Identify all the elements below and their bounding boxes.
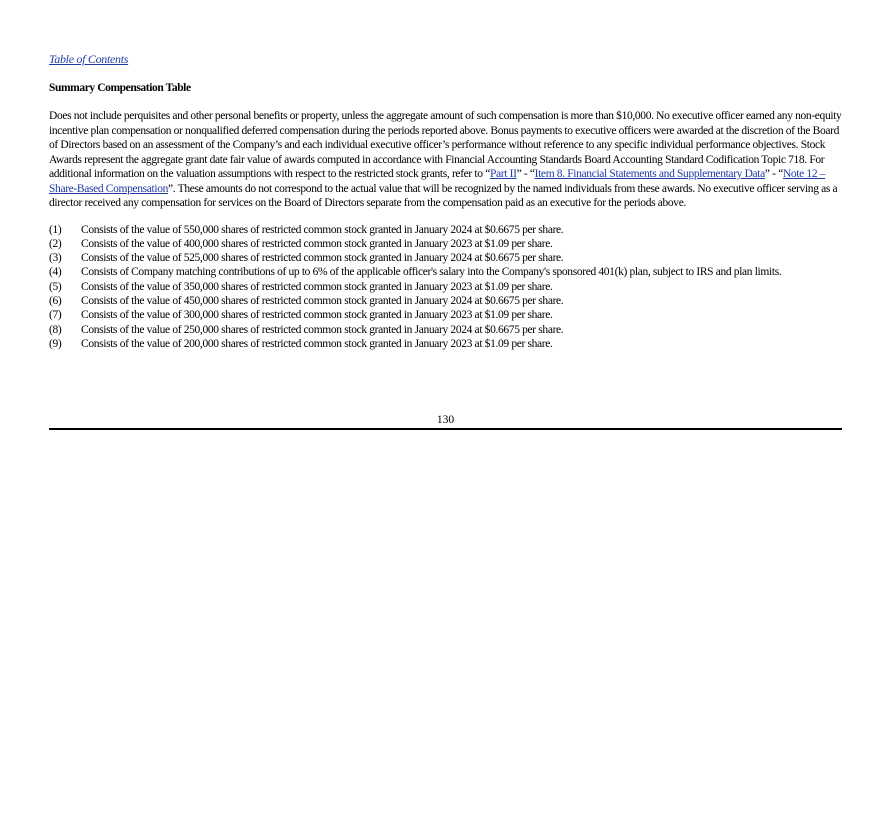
footnote-number: (2) — [49, 237, 62, 250]
footnote-2 — [49, 237, 842, 251]
paragraph-text-2: ”. These amounts do not correspond to the actual value that will be recognized by the named individuals from these awards. No executive officer serving as a director received any compensation for services on the Board of Directors separate from the compensation paid as an executive for the periods above. — [49, 182, 838, 209]
footnote-9 — [49, 337, 842, 351]
footnote-text: Consists of the value of 250,000 shares of restricted common stock granted in January 2024 at $0.6675 per share. — [81, 323, 564, 336]
note-12-link[interactable]: Note 12 – Share-Based Compensation — [49, 168, 826, 195]
section-title: Summary Compensation Table — [49, 82, 191, 94]
footnote-number: (4) — [49, 266, 62, 279]
footnote-number: (1) — [49, 223, 62, 236]
footnote-text: Consists of the value of 525,000 shares of restricted common stock granted in January 2024 at $0.6675 per share. — [81, 252, 564, 265]
footnote-1 — [49, 223, 842, 237]
item-8-link[interactable]: Item 8. Financial Statements and Supplementary Data — [534, 168, 765, 180]
footnote-text: Consists of the value of 350,000 shares of restricted common stock granted in January 2023 at $1.09 per share. — [81, 280, 553, 293]
footnote-4 — [49, 265, 842, 279]
footnote-number: (8) — [49, 323, 62, 336]
footnote-text: Consists of the value of 400,000 shares of restricted common stock granted in January 2023 at $1.09 per share. — [81, 237, 553, 250]
paragraph-separator-2: ” - “ — [764, 168, 783, 180]
footnote-text: Consists of the value of 200,000 shares of restricted common stock granted in January 2023 at $1.09 per share. — [81, 337, 553, 350]
footnote-text: Consists of the value of 550,000 shares of restricted common stock granted in January 2024 at $0.6675 per share. — [81, 223, 564, 236]
part-ii-link[interactable]: Part II — [489, 168, 517, 180]
page-footer — [49, 413, 842, 430]
document-page — [49, 52, 842, 351]
footnote-number: (9) — [49, 337, 62, 350]
footnote-text: Consists of the value of 300,000 shares of restricted common stock granted in January 2023 at $1.09 per share. — [81, 309, 553, 322]
footnote-5 — [49, 280, 842, 294]
footnote-number: (3) — [49, 252, 62, 265]
paragraph-separator-1: ” - “ — [516, 168, 535, 180]
footnote-8 — [49, 323, 842, 337]
footnote-6 — [49, 294, 842, 308]
footer-divider — [49, 428, 842, 430]
table-of-contents-link[interactable]: Table of Contents — [49, 52, 129, 66]
footnote-7 — [49, 308, 842, 322]
footnote-number: (6) — [49, 294, 62, 307]
footnote-text: Consists of the value of 450,000 shares of restricted common stock granted in January 2024 at $0.6675 per share. — [81, 294, 564, 307]
compensation-paragraph — [49, 109, 842, 211]
paragraph-text-1: Does not include perquisites and other personal benefits or property, unless the aggregate amount of such compensation is more than $10,000. No executive officer earned any non-equity incentive plan compensation or nonqualified deferred compensation during the periods reported above. Bonus payments to executive officers were awarded at the discretion of the Board of Directors based on an assessment of the Company’s and each individual executive officer’s performance without reference to any specific individual performance objectives. Stock Awards represent the aggregate grant date fair value of awards computed in accordance with Financial Accounting Standards Board Accounting Standard Codification Topic 718. For additional information on the valuation assumptions with respect to the restricted stock grants, refer to “ — [49, 110, 842, 180]
page-number: 130 — [436, 414, 455, 426]
footnote-text: Consists of Company matching contributions of up to 6% of the applicable officer's salary into the Company's sponsored 401(k) plan, subject to IRS and plan limits. — [81, 266, 782, 279]
footnote-number: (7) — [49, 309, 62, 322]
footnotes-list — [49, 223, 842, 352]
footnote-3 — [49, 251, 842, 265]
footnote-number: (5) — [49, 280, 62, 293]
